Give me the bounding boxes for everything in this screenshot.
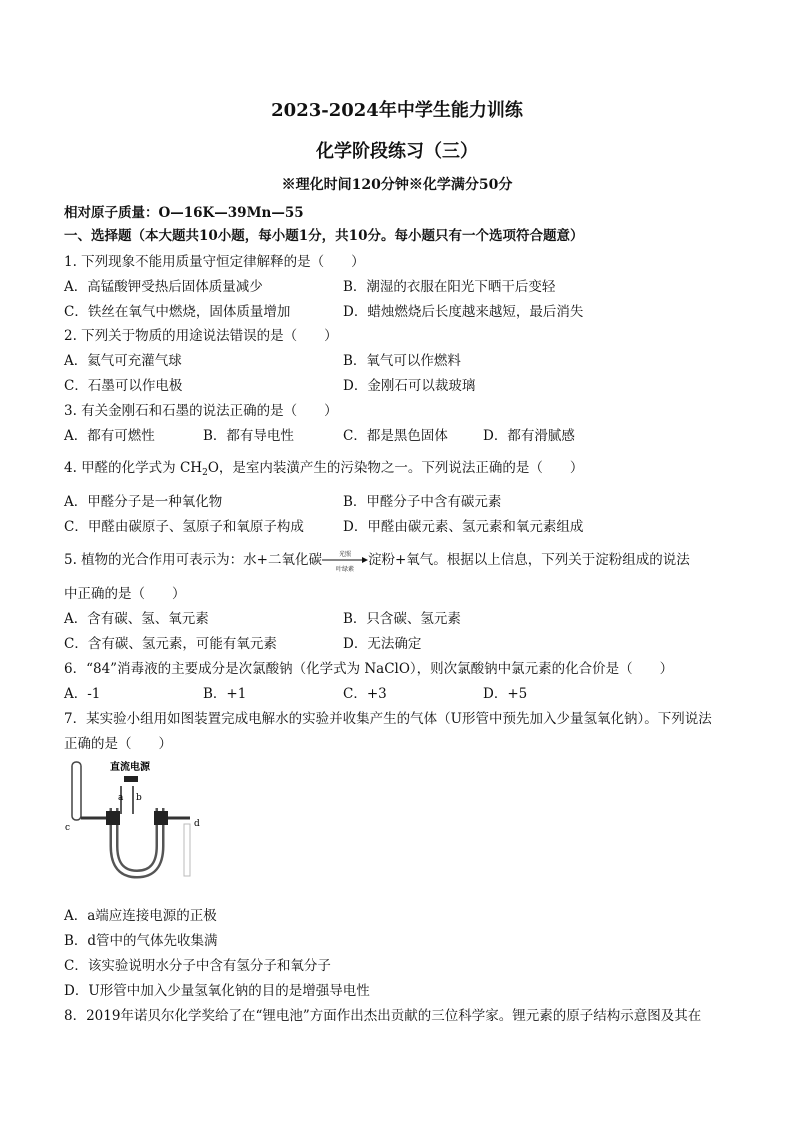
label-a: a (118, 793, 124, 803)
q7-option-d: D．U形管中加入少量氢氧化钠的目的是增强导电性 (64, 983, 370, 999)
q3-option-a: A．都有可燃性 (64, 428, 155, 444)
q6-option-d: D．+5 (483, 686, 528, 702)
q2-option-c: C．石墨可以作电极 (64, 378, 183, 394)
q6-option-b: B．+1 (203, 686, 247, 702)
section-heading: 一、选择题（本大题共10小题，每小题1分，共10分。每小题只有一个选项符合题意） (64, 228, 584, 244)
q8-stem: 8．2019年诺贝尔化学奖给了在“锂电池”方面作出杰出贡献的三位科学家。锂元素的原子结构示意图及其在 (64, 1008, 702, 1024)
q4-stem: 4. 甲醛的化学式为 $CH_2O$，是室内装潢产生的污染物之一。下列说法正确的是（ ） (64, 460, 584, 478)
q1-stem: 1. 下列现象不能用质量守恒定律解释的是（ ） (64, 254, 365, 270)
q7-option-c: C．该实验说明水分子中含有氢分子和氧分子 (64, 958, 331, 974)
atomic-mass-line: 相对原子质量：O—16K—39Mn—55 (64, 205, 304, 221)
q7-option-b: B．d管中的气体先收集满 (64, 933, 218, 949)
q1-option-c: C．铁丝在氧气中燃烧，固体质量增加 (64, 304, 291, 320)
label-d: d (194, 819, 200, 829)
u-tube (114, 808, 160, 874)
label-c: c (65, 823, 71, 833)
q3-option-c: C．都是黑色固体 (343, 428, 448, 444)
label-b: b (136, 793, 142, 803)
q5-option-b: B．只含碳、氢元素 (343, 611, 461, 627)
electrolysis-apparatus-figure (62, 756, 212, 891)
exam-title: 2023-2024年中学生能力训练 (271, 100, 523, 121)
q6-stem: 6．“84”消毒液的主要成分是次氯酸钠（化学式为 NaClO），则次氯酸钠中氯元素的化合价是（ ） (64, 661, 674, 677)
q5-option-d: D．无法确定 (343, 636, 422, 652)
q1-option-b: B．潮湿的衣服在阳光下晒干后变轻 (343, 279, 556, 295)
q3-option-d: D．都有滑腻感 (483, 428, 575, 444)
exam-info: ※理化时间120分钟※化学满分50分 (281, 177, 513, 193)
q5-stem-cont: 中正确的是（ ） (64, 586, 186, 602)
reaction-arrow: 光照 叶绿素 (322, 554, 368, 568)
q2-option-d: D．金刚石可以裁玻璃 (343, 378, 476, 394)
power-label: 直流电源 (110, 762, 150, 773)
q5-option-c: C．含有碳、氢元素，可能有氧元素 (64, 636, 277, 652)
test-tube-c (72, 762, 81, 820)
q4-option-a: A．甲醛分子是一种氧化物 (64, 494, 223, 510)
test-tube-d (184, 824, 190, 876)
q5-stem: 5. 植物的光合作用可表示为：水+二氧化碳 光照 叶绿素 淀粉+氧气。根据以上信息，下列关于淀粉组成的说法 (64, 550, 690, 573)
power-source (124, 776, 138, 782)
q1-option-a: A．高锰酸钾受热后固体质量减少 (64, 279, 263, 295)
q4-option-b: B．甲醛分子中含有碳元素 (343, 494, 502, 510)
q1-option-d: D．蜡烛燃烧后长度越来越短，最后消失 (343, 304, 584, 320)
left-stopper (106, 811, 120, 825)
right-stopper (154, 811, 168, 825)
q4-option-c: C．甲醛由碳原子、氢原子和氧原子构成 (64, 519, 304, 535)
q7-stem: 7．某实验小组用如图装置完成电解水的实验并收集产生的气体（U形管中预先加入少量氢氧化钠）。下列说法 (64, 711, 712, 727)
q2-option-b: B．氧气可以作燃料 (343, 353, 461, 369)
q6-option-c: C．+3 (343, 686, 387, 702)
q2-stem: 2. 下列关于物质的用途说法错误的是（ ） (64, 328, 338, 344)
q6-option-a: A．-1 (64, 686, 101, 702)
q3-stem: 3. 有关金刚石和石墨的说法正确的是（ ） (64, 403, 338, 419)
q3-option-b: B．都有导电性 (203, 428, 294, 444)
q4-option-d: D．甲醛由碳元素、氢元素和氧元素组成 (343, 519, 584, 535)
exam-subtitle: 化学阶段练习（三） (316, 141, 478, 162)
q5-option-a: A．含有碳、氢、氧元素 (64, 611, 209, 627)
q2-option-a: A．氦气可充灌气球 (64, 353, 182, 369)
q7-stem-cont: 正确的是（ ） (64, 736, 172, 752)
q7-option-a: A．a端应连接电源的正极 (64, 908, 217, 924)
